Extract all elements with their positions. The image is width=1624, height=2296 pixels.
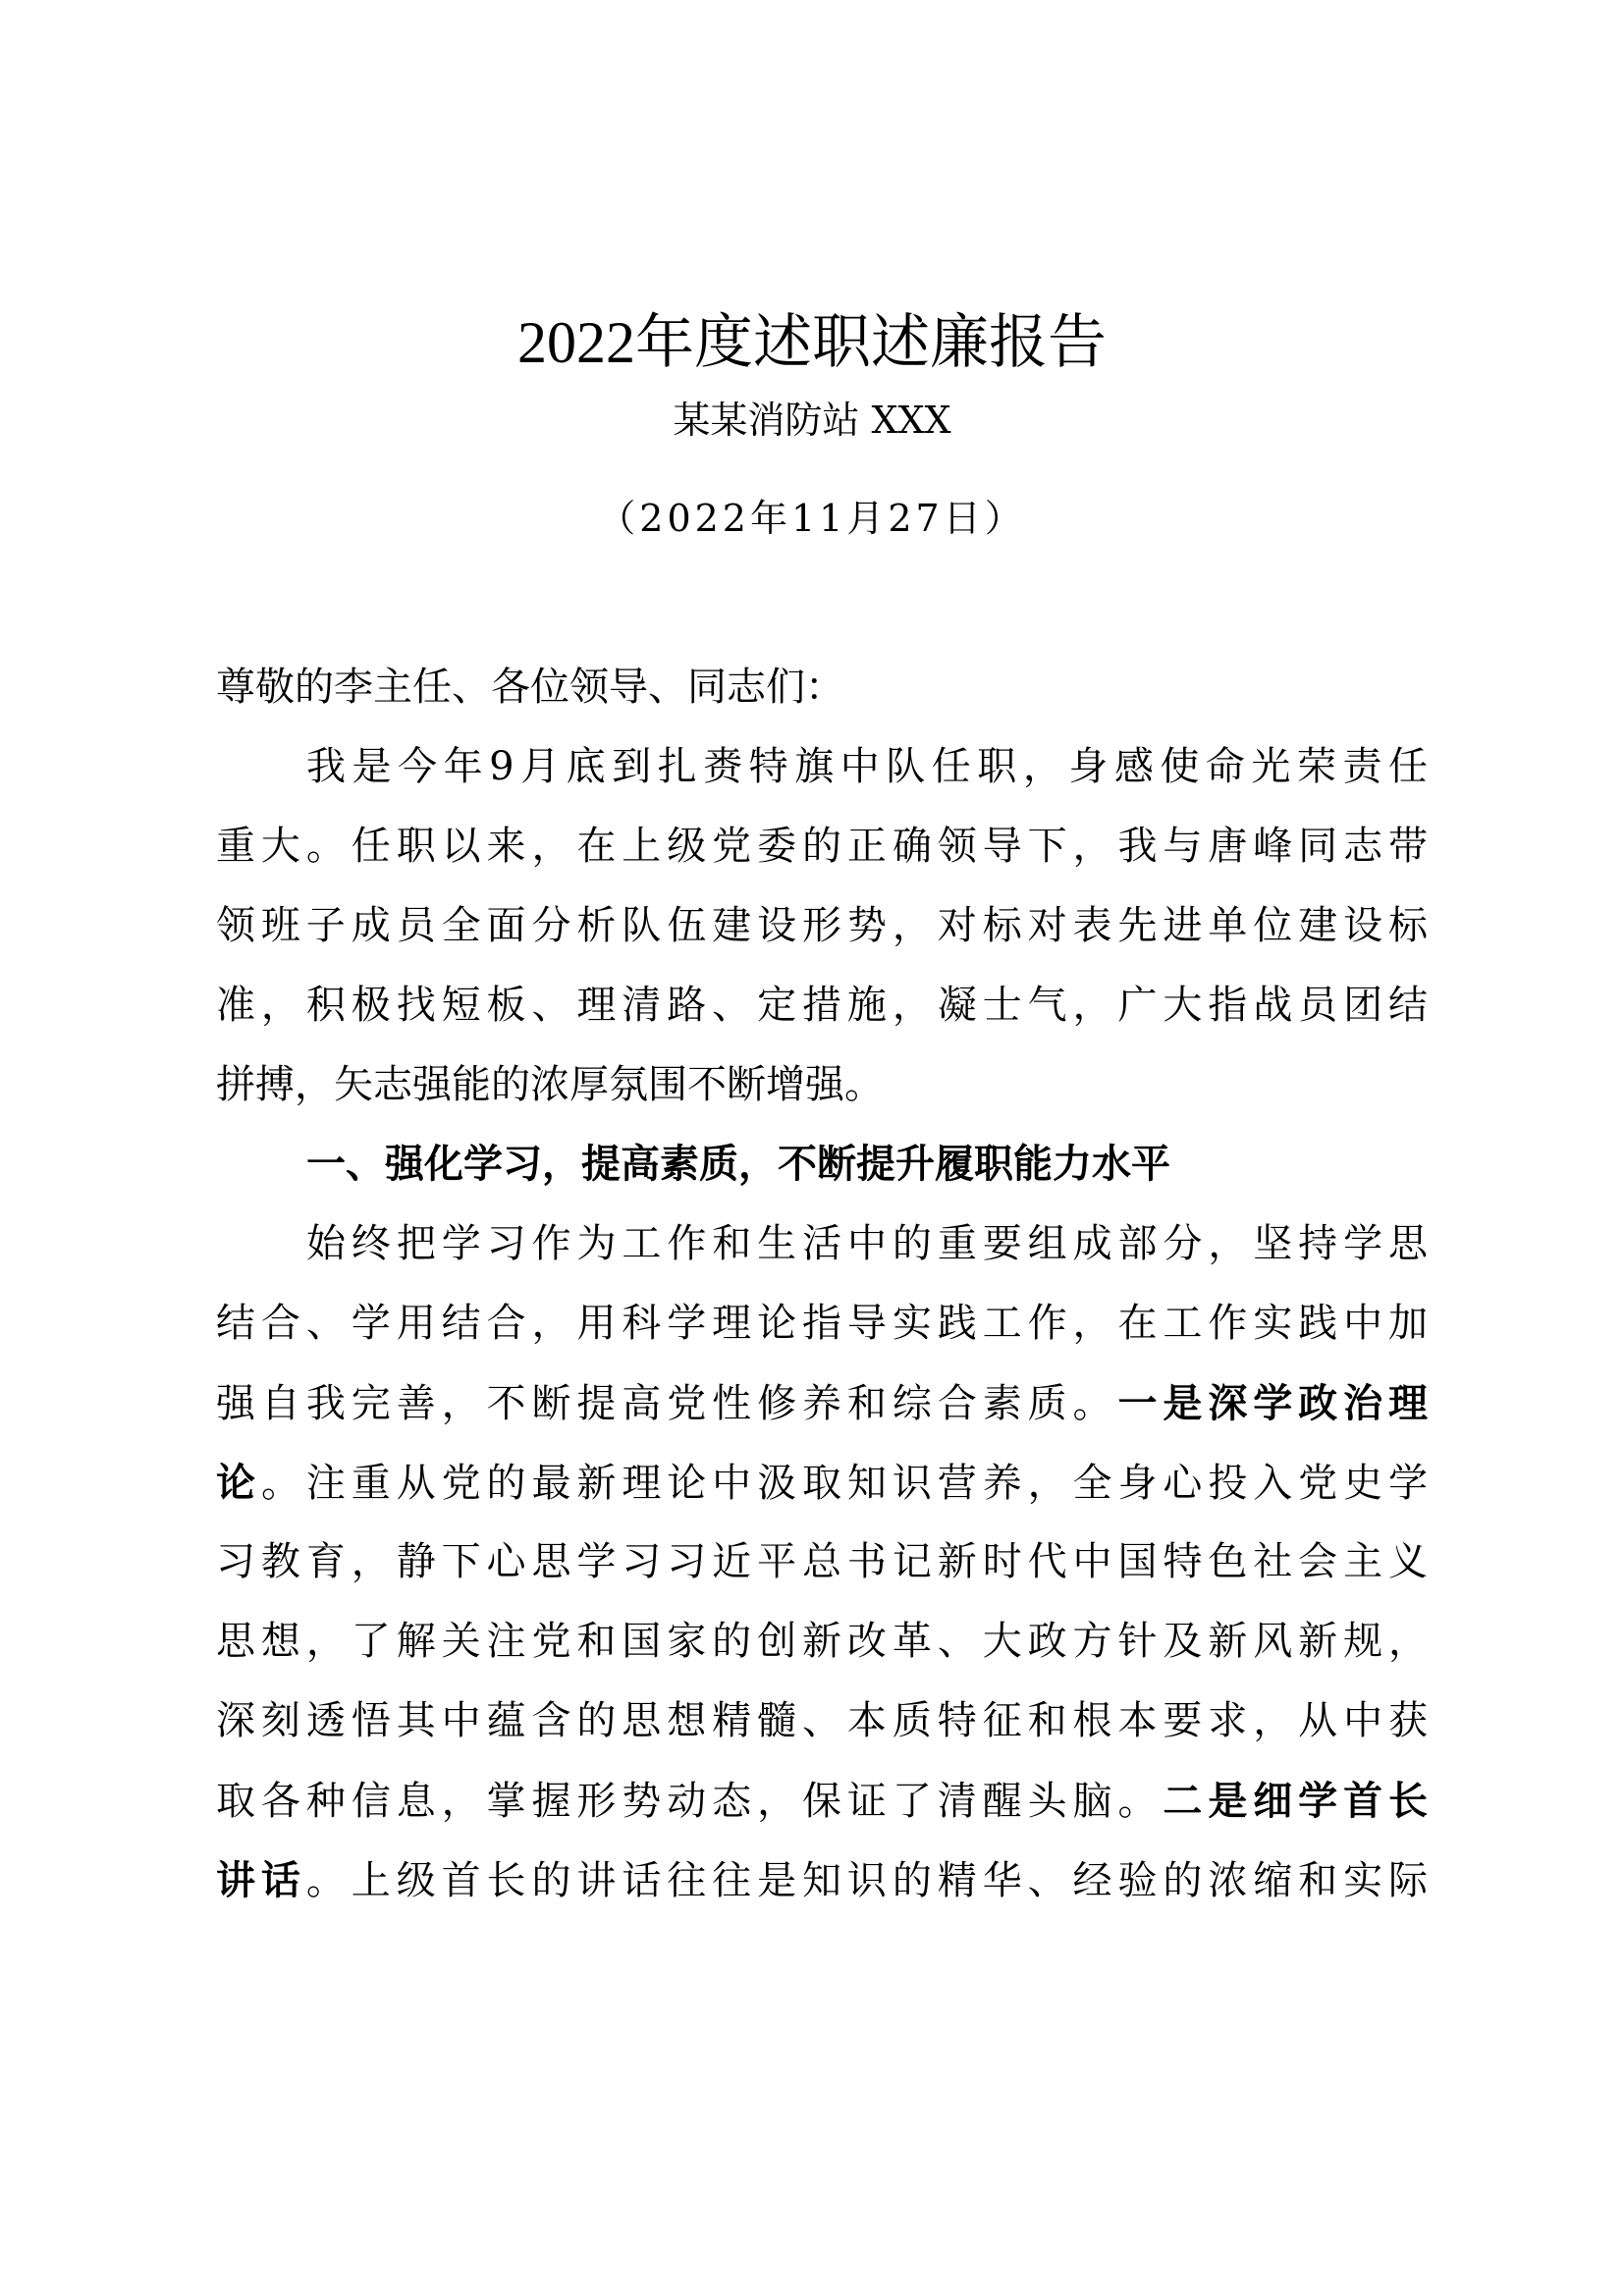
paragraph-line xyxy=(216,1761,1428,1841)
title-text: 年度述职述廉报告 xyxy=(635,308,1107,377)
text-segment: 重大。任职以来，在上级党委的正确领导下，我与唐峰同志带 xyxy=(216,824,1428,869)
paragraph-line xyxy=(216,1841,1428,1920)
paragraph-line xyxy=(216,807,1428,886)
text-segment: 一、强化学习，提高素质，不断提升履职能力水平 xyxy=(306,1142,1170,1187)
paragraph-line xyxy=(216,1204,1428,1284)
text-segment: 深刻透悟其中蕴含的思想精髓、本质特征和根本要求，从中获 xyxy=(216,1698,1428,1743)
text-segment: 准，积极找短板、理清路、定措施，凝士气，广大指战员团结 xyxy=(216,983,1428,1028)
text-segment: 结合、学用结合，用科学理论指导实践工作，在工作实践中加 xyxy=(216,1301,1428,1346)
text-segment: 尊敬的李主任、各位领导、同志们： xyxy=(216,665,844,710)
text-segment: 取各种信息，掌握形势动态，保证了清醒头脑。 xyxy=(216,1779,1164,1824)
text-segment: 拼搏，矢志强能的浓厚氛围不断增强。 xyxy=(216,1062,884,1107)
author-line: 某某消防站 XXX xyxy=(673,399,951,442)
document-title xyxy=(0,306,1624,379)
bold-phrase: 二是细学首长 xyxy=(1163,1778,1429,1824)
paragraph-line xyxy=(216,1682,1428,1761)
paragraph-line xyxy=(216,886,1428,966)
paragraph-line xyxy=(216,966,1428,1045)
paragraph-line xyxy=(216,727,1428,807)
text-segment: 思想，了解关注党和国家的创新改革、大政方针及新风新规， xyxy=(216,1619,1428,1664)
paragraph-line xyxy=(216,1363,1428,1443)
text-segment: 。注重从党的最新理论中汲取知识营养，全身心投入党史学 xyxy=(260,1461,1429,1506)
section-heading xyxy=(216,1125,1428,1204)
text-segment: 始终把学习作为工作和生活中的重要组成部分，坚持学思 xyxy=(306,1221,1428,1266)
paragraph-line xyxy=(216,1602,1428,1682)
bold-phrase: 论 xyxy=(216,1460,261,1506)
title-year: 2022 xyxy=(517,310,635,375)
paragraph-line xyxy=(216,1443,1428,1522)
bold-phrase: 讲话 xyxy=(216,1857,306,1903)
text-segment: 习教育，静下心思学习习近平总书记新时代中国特色社会主义 xyxy=(216,1539,1428,1584)
text-segment: 。上级首长的讲话往往是知识的精华、经验的浓缩和实际 xyxy=(305,1858,1429,1903)
report-date: （2022年11月27日） xyxy=(598,497,1026,540)
document-body xyxy=(216,648,1428,1920)
paragraph-line xyxy=(216,1045,1428,1125)
text-segment: 领班子成员全面分析队伍建设形势，对标对表先进单位建设标 xyxy=(216,903,1428,948)
text-segment: 我是今年9月底到扎赉特旗中队任职，身感使命光荣责任 xyxy=(306,744,1428,789)
text-segment: 强自我完善，不断提高党性修养和综合素质。 xyxy=(216,1381,1118,1426)
bold-phrase: 一是深学政治理 xyxy=(1117,1380,1429,1426)
paragraph-line xyxy=(216,1284,1428,1363)
salutation xyxy=(216,648,1428,727)
paragraph-line xyxy=(216,1522,1428,1602)
